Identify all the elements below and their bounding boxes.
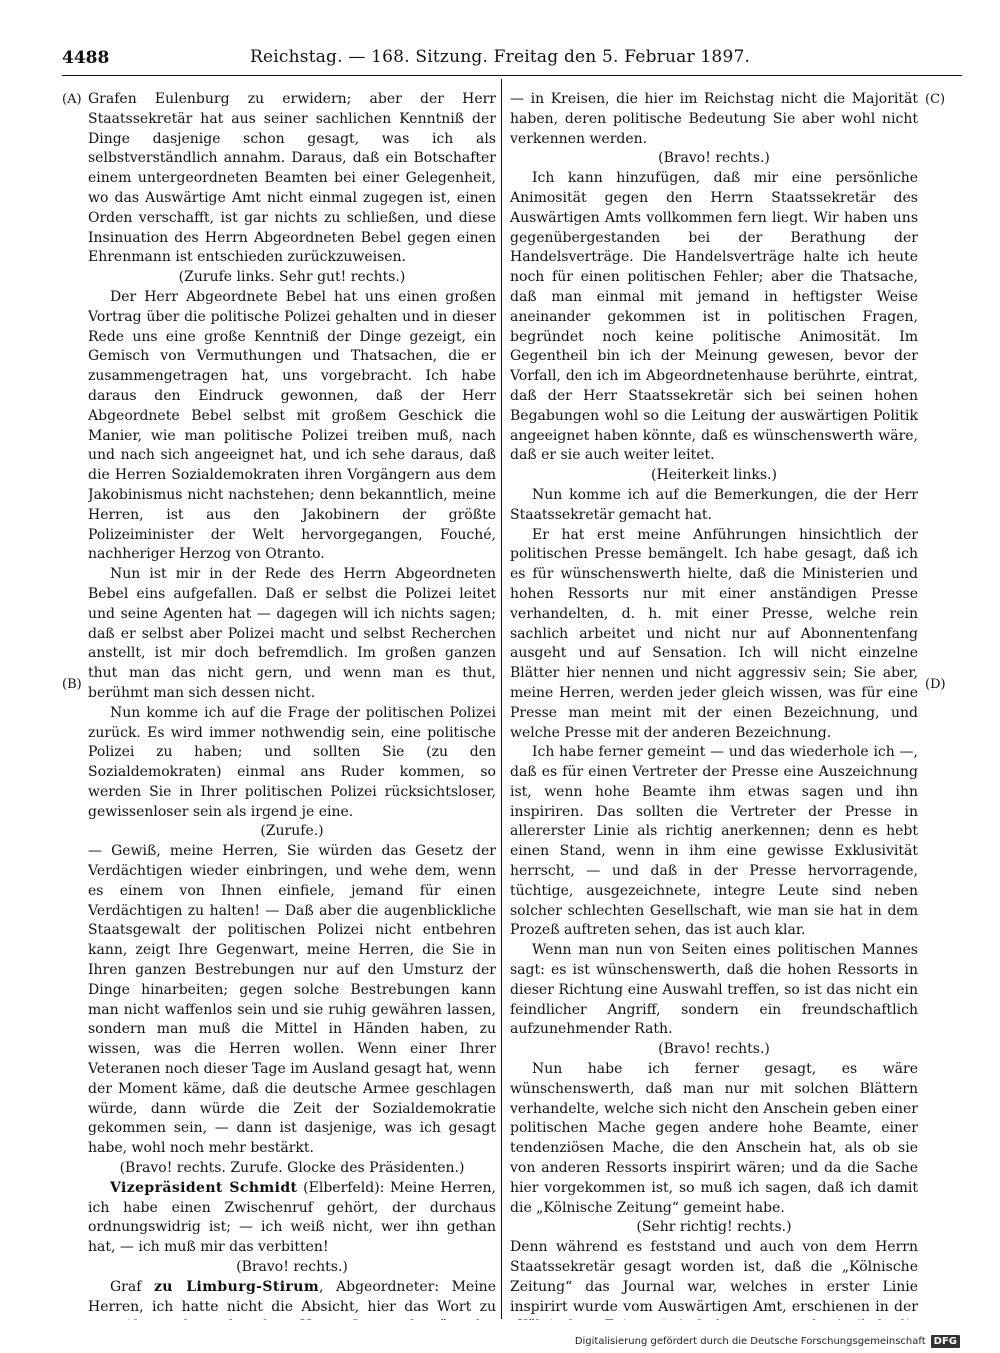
interjection: (Zurufe links. Sehr gut! rechts.) <box>178 269 406 286</box>
column-divider <box>501 79 502 1319</box>
paragraph: Ich habe ferner gemeint — und das wiederhole ich —, daß es für einen Vertreter der Presse eine Auszeichnung ist, wenn hohe Beamte ihm etwas sagen und ihn inspiriren. Das sollten die Vertreter der Presse in allererster Linie als richtig anerkennen; denn es hebt einen Stand, wenn in ihm eine gewisse Exklusivität herrscht, — und daß in der Presse hervorragende, tüchtige, ausgezeichnete, integre Leute sind neben solcher schlechten Gesellschaft, wie man sie hat in dem Prozeß auftreten sehen, das ist auch klar. <box>510 744 918 939</box>
paragraph: Nun komme ich auf die Bemerkungen, die der Herr Staatssekretär gemacht hat. <box>510 486 918 523</box>
footer-text: Digitalisierung gefördert durch die Deutsche Forschungsgemeinschaft <box>574 1336 926 1347</box>
page-number: 4488 <box>62 48 110 68</box>
paragraph: Ich kann hinzufügen, daß mir eine persönliche Animosität gegen den Herrn Staatssekretär des Auswärtigen Amts vollkommen fern liegt. Wir haben uns gegenübergestanden bei der Berathung der Handelsverträge. Die Handelsverträge halte ich heute noch für einen politischen Fehler; aber die Thatsache, daß man einmal mit jemand in heftigster Weise aneinander gekommen ist in politischen Fragen, begründet noch keine politische Animosität. Im Gegentheil bin ich der Meinung gewesen, bevor der Vorfall, den ich im Abgeordnetenhause berührte, eintrat, daß der Herr Staatssekretär sich bei seinen hohen Begabungen wohl so die Leitung der auswärtigen Politik angeeignet haben könnte, daß es wünschenswerth wäre, daß er sie auch weiter leitet. <box>510 170 918 464</box>
interjection: (Bravo! rechts.) <box>236 1259 348 1276</box>
paragraph: — Gewiß, meine Herren, Sie würden das Gesetz der Verdächtigen wieder einbringen, und wehe dem, wenn es einem von Ihnen einfiele, jemand für einen Verdächtigen zu halten! — Daß aber die augenblickliche Staatsgewalt der politischen Polizei nicht entbehren kann, zeigt Ihre Gegenwart, meine Herren, die Sie in Ihren ganzen Bestrebungen nur auf den Umsturz der Dinge hinarbeiten; gegen solche Bestrebungen kann man nicht waffenlos sein und sie ruhig gewähren lassen, sondern man muß die Mittel in Händen haben, zu wissen, was die Herren wollen. Wenn einer Ihrer Veteranen noch dieser Tage im Ausland gesagt hat, wenn der Moment käme, daß die deutsche Armee geschlagen würde, dann würde die Zeit der Sozialdemokratie gekommen sein, — dann ist dasjenige, was ich gesagt habe, wohl noch mehr bestärkt. <box>88 843 496 1157</box>
paragraph: Wenn man nun von Seiten eines politischen Mannes sagt: es ist wünschenswerth, daß die hohen Ressorts in dieser Richtung eine Auswahl treffen, so ist das nicht ein feindlicher Angriff, sondern ein freundschaftlich aufzunehmender Rath. <box>510 942 918 1038</box>
paragraph: Nun ist mir in der Rede des Herrn Abgeordneten Bebel eins aufgefallen. Daß er selbst die Polizei leitet und seine Agenten hat — dagegen will ich nichts sagen; daß er selbst aber Polizei macht und selbst Recherchen anstellt, ist mir doch befremdlich. Im großen ganzen thut man das nicht gern, und wenn man es thut, berühmt man sich dessen nicht. <box>88 566 496 701</box>
speaker-name: zu Limburg-Stirum <box>153 1278 320 1295</box>
paragraph: Denn während es feststand und auch von dem Herrn Staatssekretär gesagt worden ist, daß die „Kölnische Zeitung“ das Journal war, welches in erster Linie inspirirt wurde vom Auswärtigen Amt, erschienen in der <box>510 1239 918 1315</box>
left-column <box>88 90 496 1320</box>
speaker-name: Vizepräsident Schmidt <box>110 1179 298 1196</box>
paragraph: Der Herr Abgeordnete Bebel hat uns einen großen Vortrag über die politische Polizei gehalten und in dieser Rede uns eine große Kenntniß der Dinge gezeigt, ein Gemisch von Vermuthungen und Thatsachen, die er zusammengetragen hat, uns vorgebracht. Ich habe daraus den Eindruck gewonnen, daß der Herr Abgeordnete Bebel selbst mit großem Geschick die Manier, wie man politische Polizei treiben muß, nach und nach sich angeeignet hat, und ich sehe daraus, daß die Herren Sozialdemokraten ihren Vorgängern aus dem Jakobinismus nicht nachstehen; denn bekanntlich, meine Herren, ist aus den Jakobinern der größte Polizeiminister der Welt hervorgegangen, Fouché, nachheriger Herzog von Otranto. <box>88 288 496 563</box>
header-rule <box>62 75 962 76</box>
interjection: (Heiterkeit links.) <box>651 467 777 484</box>
speech-text: (Elberfeld): Meine Herren, ich habe einen Zwischenruf gehört, der durchaus ordnungswidrig ist; — ich weiß nicht, wer ihn gethan hat, — ich muß mir das verbitten! <box>88 1179 496 1256</box>
paragraph: Nun komme ich auf die Frage der politischen Polizei zurück. Es wird immer nothwendig sein, eine politische Polizei zu haben; und sollten Sie (zu den Sozialdemokraten) einmal ans Ruder kommen, so werden Sie in Ihrer politischen Polizei rücksichtsloser, gewissenloser sein als irgend je eine. <box>88 704 496 820</box>
paragraph: — in Kreisen, die hier im Reichstag nicht die Majorität haben, deren politische Bedeutung Sie aber wohl nicht verkennen werden. <box>510 91 918 147</box>
interjection: (Sehr richtig! rechts.) <box>636 1219 792 1236</box>
interjection: (Bravo! rechts.) <box>658 1041 770 1058</box>
dfg-logo-icon: DFG <box>931 1335 960 1348</box>
paragraph: Er hat erst meine Anführungen hinsichtlich der politischen Presse bemängelt. Ich habe gesagt, daß ich es für wünschenswerth hielte, daß die Ministerien und hohen Ressorts nur mit einer anständigen Presse verhandelten, d. h. mit einer Presse, welche rein sachlich arbeitet und nicht nur auf Abonnentenfang ausgeht und auf Sensation. Ich will nicht einzelne Blätter hier nennen und nicht aggressiv sein; Sie aber, meine Herren, werden jeder gleich wissen, was für eine Presse man meint mit der einen Bezeichnung, und welche Presse mit der anderen Bezeichnung. <box>510 526 918 741</box>
speaker-title: Graf <box>110 1278 154 1295</box>
interjection: (Zurufe.) <box>260 823 324 840</box>
margin-marker-c: (C) <box>925 92 946 107</box>
footer <box>575 1335 960 1348</box>
paragraph: Grafen Eulenburg zu erwidern; aber der Herr Staatssekretär hat aus seiner sachlichen Kenntniß der Dinge dasjenige schon gesagt, was ich als selbstverständlich annahm. Daraus, daß ein Botschafter einem untergeordneten Beamten bei einer Gelegenheit, wo das Auswärtige Amt nicht einmal zugegen ist, einen Orden verschafft, ist gar nichts zu schließen, und diese Insinuation des Herrn Abgeordneten Bebel gegen einen Ehrenmann ist entschieden zurückzuweisen. <box>88 91 496 266</box>
interjection: (Bravo! rechts. Zurufe. Glocke des Präsidenten.) <box>119 1160 465 1177</box>
right-column <box>510 90 918 1320</box>
interjection: (Bravo! rechts.) <box>658 150 770 167</box>
margin-marker-a: (A) <box>62 92 82 107</box>
running-head: Reichstag. — 168. Sitzung. Freitag den 5. Februar 1897. <box>250 47 751 67</box>
speech-paragraph <box>88 1278 496 1320</box>
margin-marker-d: (D) <box>925 677 946 692</box>
margin-marker-b: (B) <box>62 677 82 692</box>
speech-text: , Abgeordneter: Meine Herren, ich hatte nicht die Absicht, hier das Wort zu <box>88 1278 496 1315</box>
paragraph: Nun habe ich ferner gesagt, es wäre wünschenswerth, daß man nur mit solchen Blättern verhandelte, welche sich nicht den Anschein geben einer politischen Mache gegen andere hohe Beamte, einer tendenziösen Mache, die den Anschein hat, als ob sie von anderen Ressorts inspirirt wären; und da die Sache hier vorgekommen ist, so muß ich sagen, daß ich damit die „Kölnische Zeitung“ gemeint habe. <box>510 1061 918 1216</box>
speech-paragraph <box>88 1179 496 1258</box>
